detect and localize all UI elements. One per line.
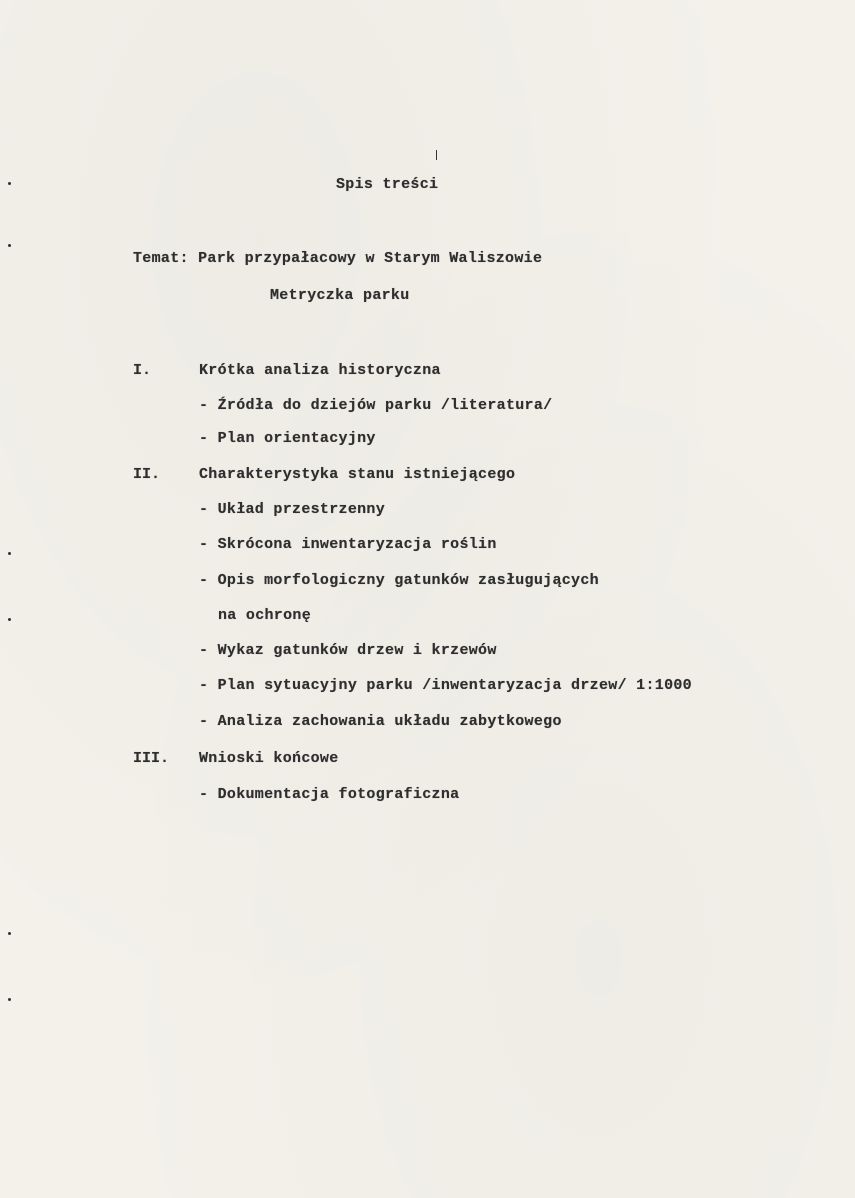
section-number: III.: [133, 750, 170, 767]
section-heading: Charakterystyka stanu istniejącego: [199, 466, 516, 483]
list-item: - Wykaz gatunków drzew i krzewów: [199, 642, 497, 659]
list-item: - Układ przestrzenny: [199, 501, 386, 518]
margin-mark: [8, 932, 11, 935]
list-item: - Analiza zachowania układu zabytkowego: [199, 713, 562, 730]
margin-mark: [8, 552, 11, 555]
section-heading: Krótka analiza historyczna: [199, 362, 441, 379]
margin-mark: [8, 244, 11, 247]
section-number: I.: [133, 362, 152, 379]
section-number: II.: [133, 466, 161, 483]
margin-mark: [436, 150, 437, 160]
list-item: - Plan sytuacyjny parku /inwentaryzacja drzew/ 1:1000: [199, 677, 692, 694]
metryczka-line: Metryczka parku: [270, 287, 410, 304]
page-title: Spis treści: [336, 176, 439, 193]
margin-mark: [8, 998, 11, 1001]
section-heading: Wnioski końcowe: [199, 750, 339, 767]
margin-mark: [8, 182, 11, 185]
subject-line: Temat: Park przypałacowy w Starym Waliszowie: [133, 250, 543, 267]
list-item: na ochronę: [218, 607, 312, 624]
list-item: - Plan orientacyjny: [199, 430, 376, 447]
list-item: - Skrócona inwentaryzacja roślin: [199, 536, 497, 553]
margin-mark: [8, 618, 11, 621]
list-item: - Źródła do dziejów parku /literatura/: [199, 397, 553, 414]
list-item: - Dokumentacja fotograficzna: [199, 786, 460, 803]
list-item: - Opis morfologiczny gatunków zasługujących: [199, 572, 599, 589]
